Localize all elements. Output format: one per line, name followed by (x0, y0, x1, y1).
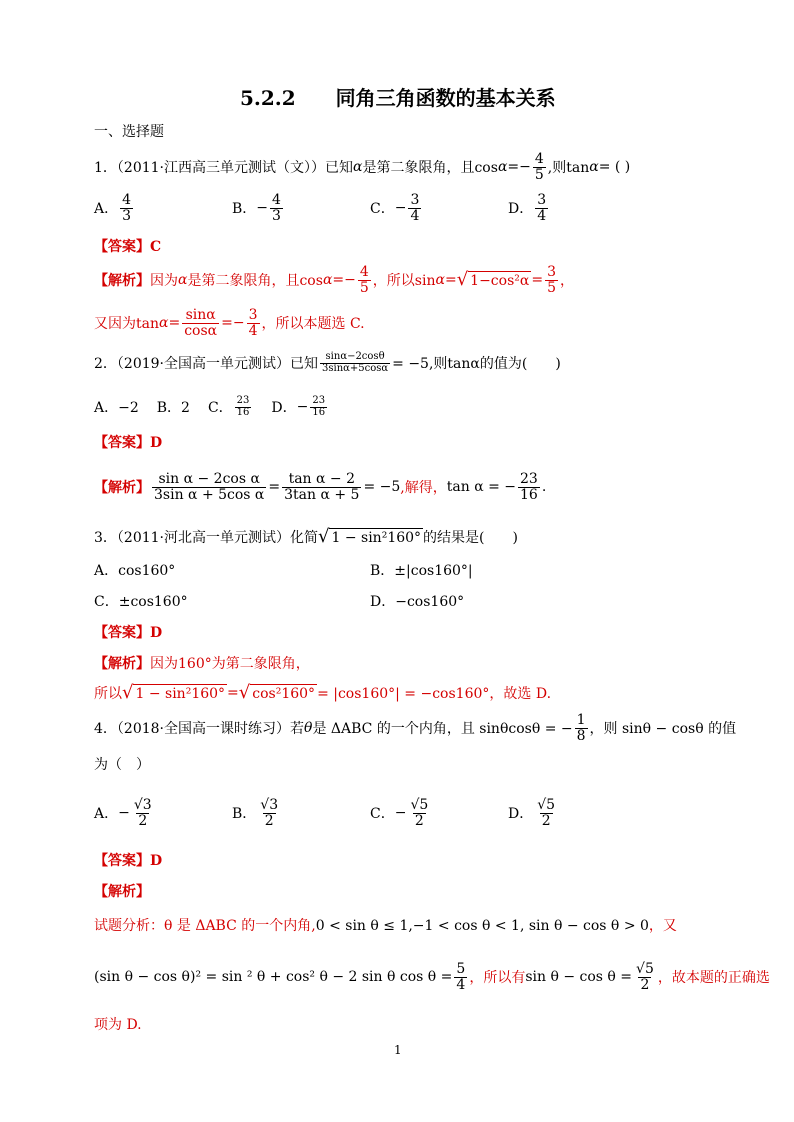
q2-option-c: C． (207, 400, 233, 416)
q4-option-d: D． $\frac{√5}{2}$ (508, 796, 556, 829)
q2-option-a: A．−2 (94, 400, 139, 416)
q1-tail2: = ( ) (598, 159, 631, 175)
question-2: 2．（2019·全国高一单元测试）已知 $\frac{\sin\alpha-2\cos\theta}{3\sin\alpha+5\cos\alpha}$ = −5,则tanα的值为( ) (94, 351, 561, 374)
q1-mid: 是第二象限角，且cos (362, 160, 498, 176)
page-number: 1 (394, 1043, 402, 1057)
q1-answer: 【答案】C (94, 239, 162, 255)
q1-fraction: $\frac{4}{5}$ (534, 150, 544, 183)
q3-sqrt: √ 1 − sin²160° (318, 526, 422, 547)
q1-analysis-tag: 【解析】 (94, 273, 150, 289)
q3-analysis: 【解析】因为160°为第二象限角， (94, 656, 310, 672)
q2-fraction: $\frac{\sin\alpha-2\cos\theta}{3\sin\alpha+5\cos\alpha}$ (322, 351, 389, 374)
q3-option-c: C．±cos160° (94, 594, 188, 610)
q3-option-b: B．±|cos160°| (370, 563, 473, 579)
q3-analysis-2: 所以 √ 1 − sin²160° = √ cos²160° = |cos160°| = −cos160°，故选 D. (94, 682, 552, 703)
q4-analysis-2: (sin θ − cos θ)² = sin ² θ + cos² θ − 2 sin θ cos θ = $\frac{5}{4}$ ，所以有 sin θ − cos θ = $\frac{√5}{2}$ ，故本题的正确选 (94, 960, 770, 993)
q4-line2: 为（ ） (94, 757, 150, 773)
question-1 (94, 147, 630, 187)
q4-analysis-3: 项为 D. (94, 1017, 142, 1033)
q2-option-d: D． (271, 400, 297, 416)
q1-analysis-2: 又因为tan α = $\frac{\sin\alpha}{\cos\alpha}$ = − $\frac{3}{4}$ ，所以本题选 C. (94, 306, 365, 339)
question-3: 3．（2011·河北高一单元测试）化简 √ 1 − sin²160° 的结果是( ) (94, 526, 518, 547)
q1-option-d: D． $\frac{3}{4}$ (508, 191, 547, 224)
q1-sqrt: √ 1−cos²α (456, 269, 530, 290)
q1-prefix: 1．（2011·江西高三单元测试（文））已知 (94, 160, 353, 176)
q2-options: A．−2 B．2 C． $\frac{23}{16}$ D． − $\frac{23}{16}$ (94, 395, 326, 418)
q3-option-a: A．cos160° (94, 563, 176, 579)
q1-eq: = (507, 159, 520, 175)
q4-option-c: C． − $\frac{√5}{2}$ (370, 796, 429, 829)
q2-option-b: B．2 (156, 400, 190, 416)
q1-alpha: α (353, 159, 363, 175)
q4-analysis-1: 试题分析：θ 是 ΔABC 的一个内角,0 < sin θ ≤ 1,−1 < cos θ < 1, sin θ − cos θ > 0，又 (94, 918, 677, 934)
q4-answer: 【答案】D (94, 853, 163, 869)
q1-option-c: C． − $\frac{3}{4}$ (370, 191, 420, 224)
q4-option-a: A． − $\frac{√3}{2}$ (94, 796, 152, 829)
q2-analysis: 【解析】 $\frac{\text{sin α − 2cos α}}{\text{3sin α + 5cos α}}$ = $\frac{\text{tan α − 2}}{\text{3tan α + 5}}$ = −5 ,解得， tan α = − $\frac{23}{16}$ . (94, 470, 547, 503)
q3-answer: 【答案】D (94, 625, 163, 641)
question-4: 4．（2018·全国高一课时练习）若 θ 是 ΔABC 的一个内角，且 sinθcosθ = − $\frac{1}{8}$ ，则 sinθ − cosθ 的值 (94, 711, 737, 744)
q3-option-d: D．−cos160° (370, 594, 465, 610)
q1-tail: ,则tan (547, 160, 590, 176)
section-heading: 一、选择题 (94, 124, 164, 140)
q1-minus: − (519, 159, 531, 175)
q4-analysis-tag: 【解析】 (94, 884, 150, 900)
q4-options (94, 790, 614, 836)
q2-answer: 【答案】D (94, 435, 163, 451)
page-title: 5.2.2 同角三角函数的基本关系 (240, 86, 556, 110)
q1-analysis: 【解析】 因为 α 是第二象限角，且cos α = − $\frac{4}{5}$ ，所以sin α = √ 1−cos²α = $\frac{3}{5}$ ， (94, 263, 574, 296)
q1-alpha-2: α (497, 159, 508, 175)
q1-options (94, 188, 614, 228)
q1-option-a: A． $\frac{4}{3}$ (94, 191, 132, 224)
q1-alpha-3: α (589, 159, 599, 175)
q4-option-b: B． $\frac{√3}{2}$ (232, 796, 279, 829)
q1-option-b: B． − $\frac{4}{3}$ (232, 191, 281, 224)
